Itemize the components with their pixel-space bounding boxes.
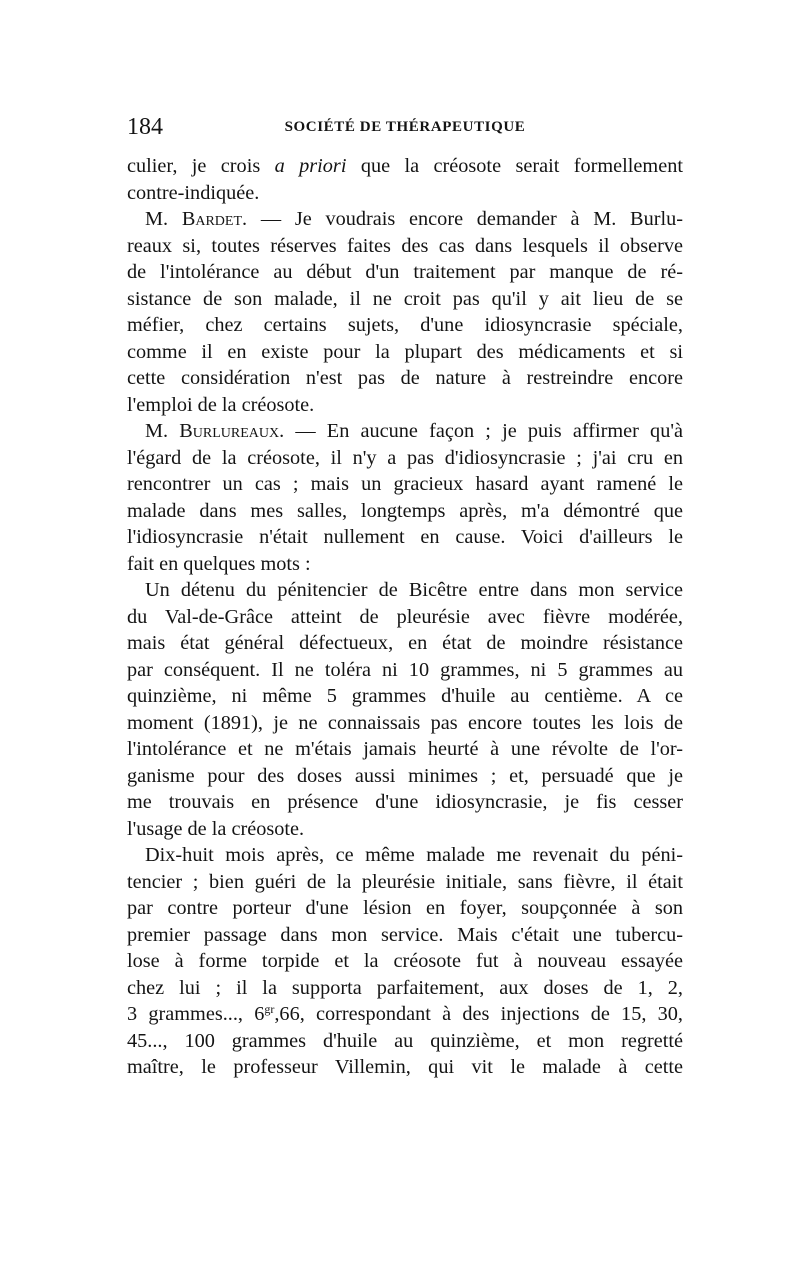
text-line: Un détenu du pénitencier de Bicêtre entre dans mon service xyxy=(145,579,683,601)
italic-text: a priori xyxy=(274,155,347,177)
text-line: comme il en existe pour la plupart des médicaments et si xyxy=(127,340,683,363)
text-line xyxy=(127,1001,683,1028)
text-line: maître, le professeur Villemin, qui vit le malade à cette xyxy=(127,1056,683,1078)
paragraph-bardet xyxy=(127,206,683,418)
text-line: contre-indiquée. xyxy=(127,181,260,204)
text-line: ganisme pour des doses aussi minimes ; et, persuadé que je xyxy=(127,764,683,787)
text-line xyxy=(127,153,683,180)
text-line: Dix-huit mois après, ce même malade me revenait du péni- xyxy=(145,844,683,866)
speaker-name: M. Bardet. xyxy=(145,208,248,230)
paragraph-followup xyxy=(127,842,683,1081)
text-run: — Je voudrais encore demander à M. Burlu- xyxy=(247,208,683,230)
text-line: rencontrer un cas ; mais un gracieux hasard ayant ramené le xyxy=(127,473,683,495)
text-line: méfier, chez certains sujets, d'une idiosyncrasie spéciale, xyxy=(127,314,683,336)
text-line: 45..., 100 grammes d'huile au quinzième, et mon regretté xyxy=(127,1029,683,1052)
text-line xyxy=(127,206,683,233)
text-line: malade dans mes salles, longtemps après, m'a démontré que xyxy=(127,499,683,522)
text-line: par contre porteur d'une lésion en foyer, soupçonnée à son xyxy=(127,897,683,919)
text-line: de l'intolérance au début d'un traitement par manque de ré- xyxy=(127,261,683,283)
text-line: premier passage dans mon service. Mais c'était une tubercu- xyxy=(127,923,683,946)
text-line: mais état général défectueux, en état de moindre résistance xyxy=(127,632,683,654)
text-line: moment (1891), je ne connaissais pas encore toutes les lois de xyxy=(127,711,683,734)
text-body xyxy=(127,153,683,1081)
text-line: cette considération n'est pas de nature à restreindre encore xyxy=(127,367,683,389)
text-line: quinzième, ni même 5 grammes d'huile au centième. A ce xyxy=(127,685,683,707)
text-line: fait en quelques mots : xyxy=(127,552,311,575)
text-line: par conséquent. Il ne toléra ni 10 grammes, ni 5 grammes au xyxy=(127,658,683,681)
text-line: l'intolérance et ne m'étais jamais heurté à une révolte de l'or- xyxy=(127,738,683,760)
text-line: me trouvais en présence d'une idiosyncrasie, je fis cesser xyxy=(127,791,683,813)
page-number: 184 xyxy=(127,114,163,140)
page-header xyxy=(127,112,683,142)
running-title: SOCIÉTÉ DE THÉRAPEUTIQUE xyxy=(284,119,526,135)
text-line: l'usage de la créosote. xyxy=(127,817,305,840)
paragraph-case-report xyxy=(127,577,683,842)
text-line xyxy=(127,418,683,445)
text-line: tencier ; bien guéri de la pleurésie initiale, sans fièvre, il était xyxy=(127,870,683,893)
text-line: reaux si, toutes réserves faites des cas dans lesquels il observe xyxy=(127,234,683,257)
speaker-name: M. Burlureaux. xyxy=(145,420,285,442)
paragraph-burlureaux xyxy=(127,418,683,577)
paragraph-continuation xyxy=(127,153,683,206)
text-run: que la créosote serait formellement xyxy=(346,155,683,177)
text-line: sistance de son malade, il ne croit pas qu'il y ait lieu de se xyxy=(127,287,683,310)
text-line: du Val-de-Grâce atteint de pleurésie avec fièvre modérée, xyxy=(127,605,683,628)
text-line: l'égard de la créosote, il n'y a pas d'idiosyncrasie ; j'ai cru en xyxy=(127,446,683,469)
text-run: culier, je crois xyxy=(127,155,275,177)
text-line: chez lui ; il la supporta parfaitement, aux doses de 1, 2, xyxy=(127,976,683,999)
text-run: 3 grammes..., 6 xyxy=(127,1003,265,1025)
text-line: l'idiosyncrasie n'était nullement en cause. Voici d'ailleurs le xyxy=(127,526,683,548)
text-run: — En aucune façon ; je puis affirmer qu'à xyxy=(284,420,683,442)
superscript-unit: gr xyxy=(264,1002,275,1016)
text-line: l'emploi de la créosote. xyxy=(127,393,315,416)
text-run: ,66, correspondant à des injections de 15, 30, xyxy=(274,1003,683,1025)
text-line: lose à forme torpide et la créosote fut à nouveau essayée xyxy=(127,950,683,972)
